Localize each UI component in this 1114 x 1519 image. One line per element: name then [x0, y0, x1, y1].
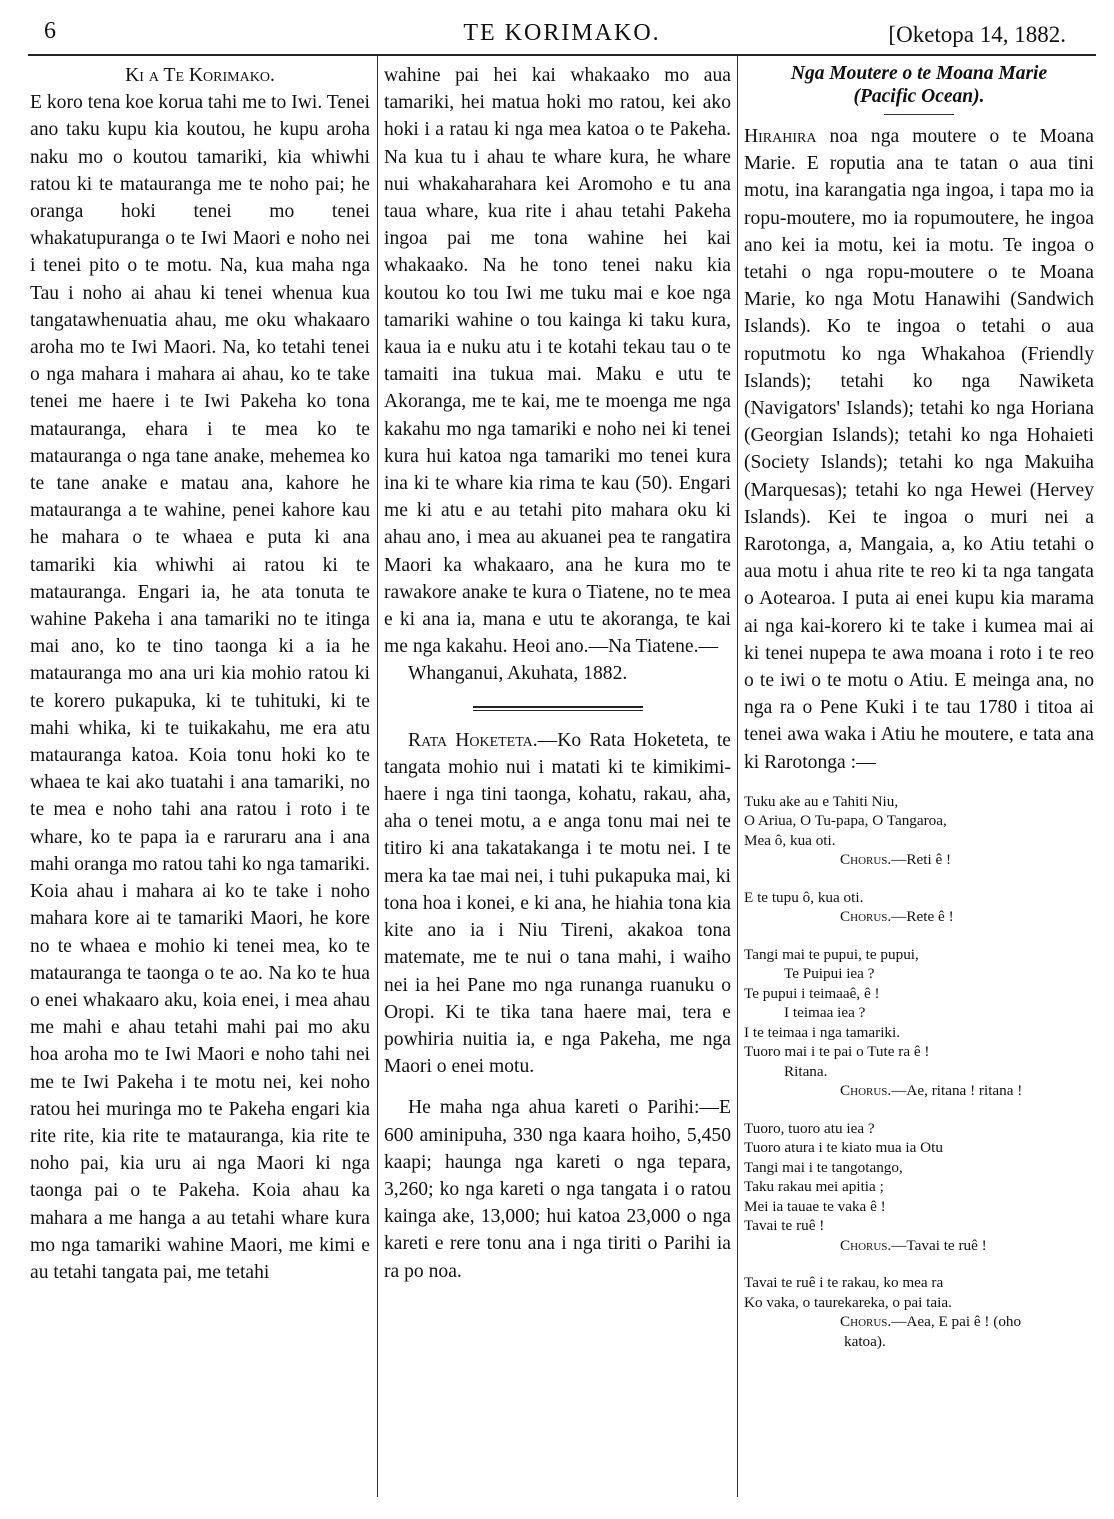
poem-line: Chorus.—Rete ê !	[840, 908, 954, 926]
poem-line: Tuoro mai i te pai o Tute ra ê !	[744, 1043, 930, 1061]
column-3	[744, 62, 1094, 1369]
poem-line: I te teimaa i nga tamariki.	[744, 1023, 901, 1041]
paris-cabs-article: He maha nga ahua kareti o Parihi:—E 600 aminipuha, 330 nga kaara hoiho, 5,450 kaapi; haunga nga kareti o nga tepara, 3,260; ko nga kareti o nga tangata i o ratou kainga ake, 13,000; hui katoa 23,000 o nga kareti e rere tonu ana i nga tiriti o Parihi ia ra po noa.	[384, 1097, 731, 1282]
poem-line: Tangi mai te pupui, te pupui,	[744, 945, 919, 963]
poem-line: Te Puipui iea ?	[784, 965, 875, 983]
poem-stanza	[744, 1273, 1094, 1351]
poem-line: Taku rakau mei apitia ;	[744, 1178, 884, 1196]
poem-line: Tavai te ruê i te rakau, ko mea ra	[744, 1274, 944, 1292]
section-double-rule	[473, 706, 643, 711]
poem-line: Tuoro, tuoro atu iea ?	[744, 1119, 875, 1137]
poem-line: I teimaa iea ?	[784, 1004, 866, 1022]
article-title	[744, 62, 1094, 108]
rata-title: Rata Hoketeta.	[408, 729, 538, 751]
article-lead-word: Hirahira	[744, 126, 817, 147]
column-2	[384, 62, 731, 1285]
poem-line: Mea ô, kua oti.	[744, 831, 836, 849]
poem-line: Tuku ake au e Tahiti Niu,	[744, 792, 899, 810]
poem-line: Chorus.—Ae, ritana ! ritana !	[840, 1082, 1023, 1100]
poem-line: Mei ia tauae te vaka ê !	[744, 1197, 886, 1215]
poem-line: Chorus.—Reti ê !	[840, 851, 952, 869]
article-body-text: noa nga moutere o te Moana Marie. E roputia ana te tatan o aua tini motu, ina karangatia nga ingoa, i tapa mo ia ropu-moutere, mo ia ropumoutere, he ingoa ano kei ia motu, kei ia motu. Te ingoa o tetahi o nga ropu-moutere o te Moana Marie, ko nga Motu Hanawihi (Sandwich Islands). Ko te ingoa o tetahi o aua roputmotu ko nga Whakahoa (Friendly Islands); tetahi ko nga Nawiketa (Navigators' Islands); tetahi ko nga Horiana (Georgian Islands); tetahi ko nga Hohaieti (Society Islands); tetahi ko nga Makuiha (Marquesas); tetahi ko nga Hewei (Hervey Islands). Kei te ingoa o muri nei a Rarotonga, a, Mangaia, a, ko Atiu tetahi o aua motu i ahua rite te reo ki ta nga tangata o Aotearoa. I puta ai enei kupu kia marama ai nga kai-korero ki te take i kumea mai ai ki tenei nupepa te awa moana i roto i te reo o te iwi o te motu o Atiu. E meinga ana, no nga ra o Pene Kuki i te tau 1780 i titoa ai tenei awa waka i Atiu he moutere, e tata ana ki Rarotonga :—	[744, 126, 1094, 773]
poem-line: Ritana.	[784, 1062, 828, 1080]
rata-article	[384, 727, 731, 1081]
poem-line: Chorus.—Aea, E pai ê ! (oho	[840, 1313, 1022, 1331]
poem-stanza	[744, 1119, 1094, 1256]
header-rule	[28, 54, 1096, 56]
chant-poem	[744, 792, 1094, 1352]
article-body	[744, 123, 1094, 776]
article-title-line-2: (Pacific Ocean).	[853, 86, 985, 107]
title-rule	[884, 114, 954, 115]
issue-date: [Oketopa 14, 1882.	[888, 22, 1066, 47]
letter-heading: Ki a Te Korimako.	[125, 65, 275, 86]
poem-line: Tavai te ruê !	[744, 1217, 825, 1235]
page-header	[28, 14, 1096, 54]
poem-line: Tangi mai i te tangotango,	[744, 1158, 903, 1176]
article-title-line-1: Nga Moutere o te Moana Marie	[790, 63, 1048, 84]
column-divider-1	[377, 56, 378, 1497]
poem-stanza	[744, 888, 1094, 927]
page-number: 6	[44, 18, 56, 44]
column-divider-2	[737, 56, 738, 1497]
column-1-letter	[30, 62, 370, 1286]
poem-line: Ko vaka, o taurekareka, o pai taia.	[744, 1293, 952, 1311]
rata-body: —Ko Rata Hoketeta, te tangata mohio nui i matati ki te kimikimi-haere i nga tini taonga, kohatu, rakau, aha, aha o tenei motu, a e anga tonu mai nei te titiro ki ana takatakanga i te motu nei. I te mera ka tae mai nei, i tuhi pukapuka mai, ki tona hoa i konei, e ki ana, he hiahia tona kia kite ano ia i Niu Tireni, akakoa tona matemate, me te nui o tana mahi, i waiho nei ia hei Pane mo nga runanga ruanuku o Oropi. Ki te tika tana haere mai, tera e powhiria nuitia ia, e nga Pakeha, me nga Maori o enei motu.	[384, 729, 731, 1078]
poem-stanza	[744, 945, 1094, 1101]
letter-signoff: Whanganui, Akuhata, 1882.	[408, 663, 628, 685]
letter-body: E koro tena koe korua tahi me to Iwi. Tenei ano taku kupu kia koutou, he kupu aroha naku mo o koutou tamariki, kia whiwhi ratou ki te matauranga me te noho pai; he oranga hoki tenei mo tenei whakatupuranga o te Iwi Maori e noho nei i tenei pito o te motu. Na, kua maha nga Tau i noho ai ahau ki tenei whenua kua tangatawhenuatia ahau, me oku whakaaro aroha mo te Iwi Maori. Na, ko tetahi tenei o nga mahara i mahara ai ahau, ko te take tenei me haere i te Iwi Pakeha ko tona matauranga, ehara i te mea ko te matauranga o nga tane anake, mehemea ko te tane anake e matau ana, kahore he matauranga a te wahine, penei kahore kau he mahara o te whaea e puta ki ana tamariki kia whiwhi ai ratou ki te matauranga. Engari ia, he ata tonuta te wahine Pakeha i ana tamariki no te itinga mai ano, ko te tino taonga ki a ia he matauranga mo ana uri kia mohio ratou ki te korero pukapuka, ki te tuhituki, ki te mahi whika, ki te tuikakahu, me era atu matauranga katoa. Koia tonu hoki ko te whaea te kai ako tuatahi i ana tamariki, no te mea e noho tahi ana ratou i roto i te whare, ko te papa ia e raruraru ana i ana mahi oranga mo ratou tahi ko nga tamariki. Koia ahau i mahara ai ko te take i noho mahara kore ai te tamariki Maori, he kore no te whaea e mohio ki tenei mea, ko te matauranga te taonga o te ao. Na ko te hua o enei whakaaro aku, koia enei, i mea ahau me mahi e ahau tetahi mahi pai mo aku hoa aroha mo te Iwi Maori e noho tahi nei me te Iwi Pakeha i te motu nei, kei noho ratou hei muringa mo te Pakeha engari kia rite rite, kia rite te matauranga, kia rite te noho pai, kia uru ai nga Maori ki nga taonga pai o te Pakeha. Koia ahau ka mahara a me hanga a au tetahi whare kura mo nga tamariki wahine Maori, me kimi e au tetahi tangata pai, me tetahi	[30, 92, 370, 1283]
poem-line: Tuoro atura i te kiato mua ia Otu	[744, 1139, 943, 1157]
poem-line: E te tupu ô, kua oti.	[744, 888, 864, 906]
poem-line: O Ariua, O Tu-papa, O Tangaroa,	[744, 812, 947, 830]
newspaper-title: TE KORIMAKO.	[463, 20, 661, 46]
poem-line: Chorus.—Tavai te ruê !	[840, 1236, 987, 1254]
poem-line: katoa).	[844, 1332, 886, 1350]
poem-stanza	[744, 792, 1094, 870]
letter-continuation: wahine pai hei kai whakaako mo aua tamariki, hei matua hoki mo ratou, kei ako hoki i a ratau ki nga mea katoa o te Pakeha. Na kua tu i ahau te whare kura, he whare nui whakaharahara kei Aromoho e tu ana taua whare, kua rite i ahau tetahi Pakeha ingoa pai me tona wahine hei kai whakaako. Na he tono tenei naku kia koutou ko tou Iwi me tuku mai e koe nga tamariki wahine o tou kainga ki taku kura, kaua ia e nuku atu i te kotahi tekau tau o te tamaiti ina tukua mai. Maku e utu te Akoranga, me te kai, me te moenga me nga kakahu mo nga tamariki e noho nei ki tenei kura hui katoa nga tamariki mo tenei kura ina ki te whare kia rima te kau (50). Engari me ki atu e au tetahi pito mahara oku ki ahau ano, i mea au akuanei pea te rangatira Maori ka whakaaro, ana he kura mo te rawakore anake te kura o Tiatene, no te mea e ki ana ia, mana e utu te akoranga, te kai me nga kakahu. Heoi ano.—Na Tiatene.—	[384, 65, 731, 658]
poem-line: Te pupui i teimaaê, ê !	[744, 984, 880, 1002]
